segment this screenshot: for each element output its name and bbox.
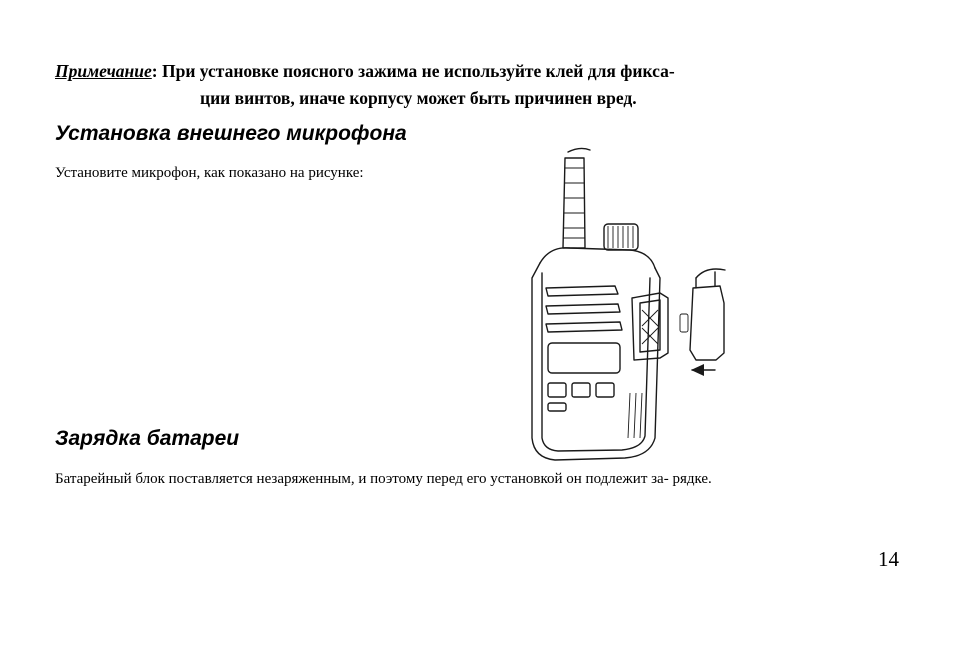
- note-colon: :: [151, 61, 158, 81]
- section-text-battery: Батарейный блок поставляется незаряженным, и поэтому перед его установкой он подлежит за- рядке.: [55, 471, 712, 487]
- page-number: 14: [878, 547, 899, 571]
- note-label: Примечание: [55, 61, 152, 81]
- note-line-1: При установке поясного зажима не используйте клей для фикса-: [157, 61, 675, 81]
- radio-microphone-illustration: [510, 138, 750, 478]
- section-text-microphone: Установите микрофон, как показано на рисунке:: [55, 165, 364, 181]
- section-heading-microphone: Установка внешнего микрофона: [55, 122, 407, 145]
- radio-illustration-svg: [510, 138, 750, 478]
- section-heading-battery: Зарядка батареи: [55, 427, 240, 450]
- note-block: [55, 58, 895, 112]
- note-line-2: ции винтов, иначе корпусу может быть причинен вред.: [200, 88, 637, 108]
